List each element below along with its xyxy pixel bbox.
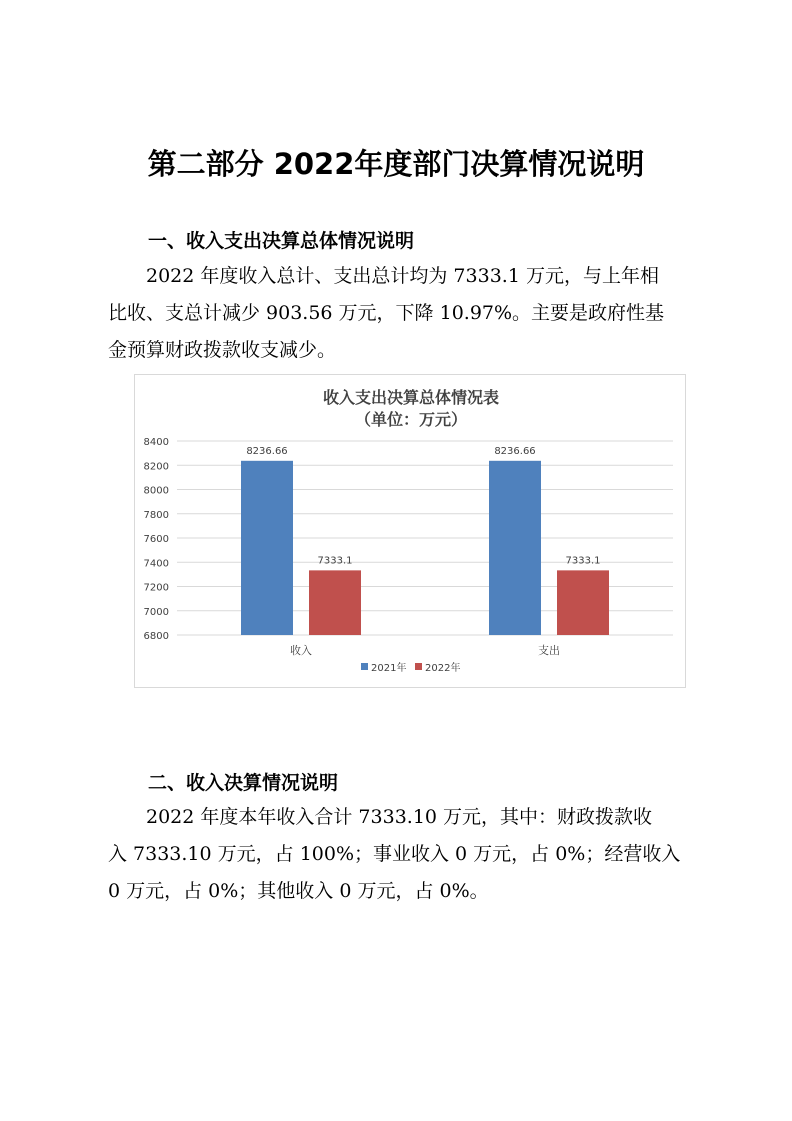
bar [489, 461, 541, 635]
section2-line: 0 万元，占 0%；其他收入 0 万元，占 0%。 [108, 880, 489, 902]
y-tick-label: 6800 [143, 631, 169, 642]
section2-line: 2022 年度本年收入合计 7333.10 万元，其中：财政拨款收 [146, 806, 653, 828]
y-tick-label: 8000 [143, 485, 169, 497]
page-title: 第二部分 2022年度部门决算情况说明 [147, 147, 645, 181]
y-tick-label: 7200 [143, 582, 169, 594]
legend-swatch [415, 663, 422, 670]
data-label: 8236.66 [494, 445, 536, 457]
summary-chart-svg [135, 375, 687, 689]
bar [309, 570, 361, 635]
category-label: 支出 [538, 644, 560, 657]
data-label: 8236.66 [246, 445, 288, 457]
section1-line: 2022 年度收入总计、支出总计均为 7333.1 万元，与上年相 [146, 265, 659, 287]
y-tick-label: 8200 [143, 461, 169, 473]
section2-heading: 二、收入决算情况说明 [148, 772, 339, 794]
bar [557, 570, 609, 635]
section1-paragraph [108, 258, 688, 369]
y-tick-label: 7800 [143, 509, 169, 521]
section1-line: 比收、支总计减少 903.56 万元，下降 10.97%。主要是政府性基 [108, 302, 665, 324]
y-tick-label: 7600 [143, 534, 169, 545]
data-label: 7333.1 [565, 555, 601, 567]
legend-label: 2022年 [425, 663, 461, 674]
y-tick-label: 7000 [143, 606, 169, 618]
legend-swatch [361, 663, 368, 670]
y-tick-label: 8400 [143, 437, 169, 448]
bar [241, 461, 293, 635]
legend-label: 2021年 [371, 663, 407, 674]
data-label: 7333.1 [317, 555, 353, 567]
y-tick-label: 7400 [143, 558, 169, 570]
chart-subtitle: （单位：万元） [354, 410, 468, 429]
category-label: 收入 [290, 644, 312, 657]
summary-chart [134, 374, 686, 688]
section2-line: 入 7333.10 万元，占 100%；事业收入 0 万元，占 0%；经营收入 [108, 843, 681, 865]
section1-line: 金预算财政拨款收支减少。 [108, 339, 337, 361]
section2-paragraph [108, 799, 688, 910]
chart-title: 收入支出决算总体情况表 [322, 388, 500, 407]
section1-heading: 一、收入支出决算总体情况说明 [148, 230, 415, 252]
